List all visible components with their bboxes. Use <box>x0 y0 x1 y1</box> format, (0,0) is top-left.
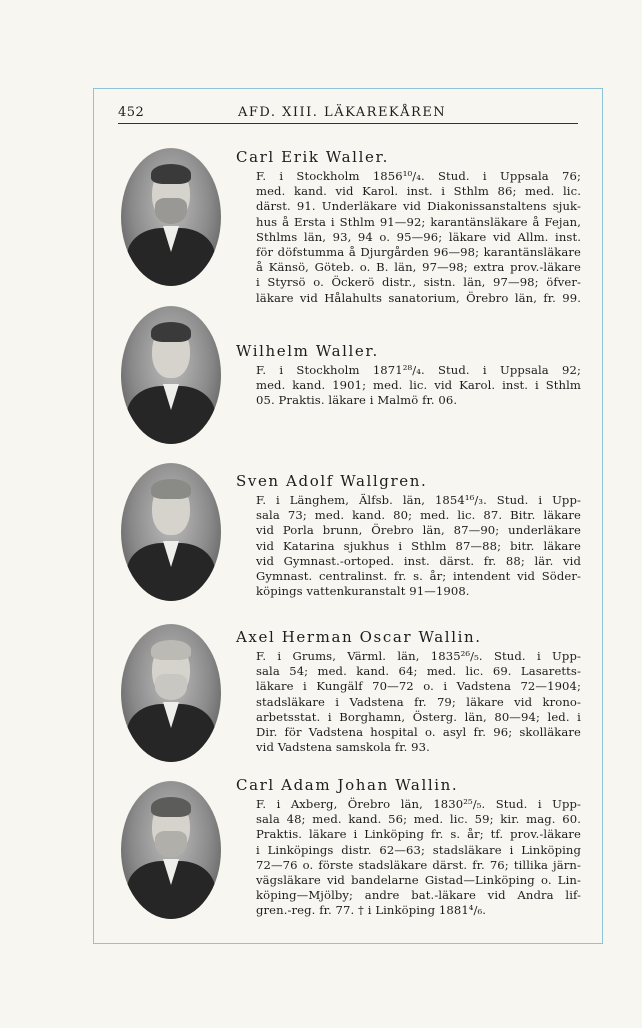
biography-line: läkare i Kungälf 70—72 o. i Vadstena 72—1904; <box>256 679 581 694</box>
biography-line: stadsläkare i Vadstena fr. 79; läkare vid krono- <box>256 694 581 709</box>
biography-line: sala 48; med. kand. 56; med. lic. 59; kir. mag. 60. <box>256 812 581 827</box>
biography-line: F. i Länghem, Älfsb. län, 1854¹⁶/₃. Stud. i Upp- <box>256 493 581 507</box>
biography-line: vid Katarina sjukhus i Sthlm 87—88; bitr. läkare <box>256 538 581 553</box>
biography-text <box>236 363 581 409</box>
biography-line: vägsläkare vid bandelarne Gistad—Linköping o. Lin- <box>256 873 581 888</box>
biography-line: därst. 91. Underläkare vid Diakonissanstaltens sjuk- <box>256 199 581 214</box>
portrait-photo <box>121 306 221 444</box>
person-name: Carl Adam Johan Wallin. <box>236 776 459 794</box>
person-name: Sven Adolf Wallgren. <box>236 472 428 490</box>
biography-line: F. i Axberg, Örebro län, 1830²⁵/₅. Stud. i Upp- <box>256 797 581 811</box>
biography-line: 72—76 o. förste stadsläkare därst. fr. 76; tillika järn- <box>256 857 581 872</box>
page-number: 452 <box>118 105 145 120</box>
biography-line: sala 73; med. kand. 80; med. lic. 87. Bitr. läkare <box>256 508 581 523</box>
biography-line: å Känsö, Göteb. o. B. län, 97—98; extra prov.-läkare <box>256 260 581 275</box>
biography-line: vid Porla brunn, Örebro län, 87—90; underläkare <box>256 523 581 538</box>
biography-line: gren.-reg. fr. 77. † i Linköping 1881⁴/₆. <box>256 903 487 918</box>
biography-line: hus å Ersta i Sthlm 91—92; karantänsläkare å Fejan, <box>256 214 581 229</box>
biography-line: sala 54; med. kand. 64; med. lic. 69. Lasaretts- <box>256 664 581 679</box>
biography-line: F. i Grums, Värml. län, 1835²⁶/₅. Stud. i Upp- <box>256 649 581 663</box>
biography-line: köping—Mjölby; andre bat.-läkare vid Andra lif- <box>256 888 581 903</box>
running-header <box>118 103 578 125</box>
header-rule <box>118 123 578 124</box>
person-name: Carl Erik Waller. <box>236 148 389 166</box>
biography-line: Sthlms län, 93, 94 o. 95—96; läkare vid Allm. inst. <box>256 229 581 244</box>
person-name: Axel Herman Oscar Wallin. <box>236 628 482 646</box>
portrait-photo <box>121 148 221 286</box>
biography-line: arbetsstat. i Borghamn, Österg. län, 80—94; led. i <box>256 709 581 724</box>
biography-line: med. kand. 1901; med. lic. vid Karol. inst. i Sthlm <box>256 378 581 393</box>
biography-line: F. i Stockholm 1871²⁸/₄. Stud. i Uppsala 92; <box>256 363 581 377</box>
portrait-photo <box>121 463 221 601</box>
biography-line: Praktis. läkare i Linköping fr. s. år; tf. prov.-läkare <box>256 827 581 842</box>
biography-text <box>236 649 581 755</box>
portrait-photo <box>121 624 221 762</box>
biography-text <box>236 797 581 919</box>
biography-line: F. i Stockholm 1856¹⁰/₄. Stud. i Uppsala 76; <box>256 169 581 183</box>
biography-text <box>236 169 581 306</box>
biography-line: läkare vid Hålahults sanatorium, Örebro län, fr. 99. <box>256 290 581 305</box>
biography-line: Gymnast. centralinst. fr. s. år; intendent vid Söder- <box>256 569 581 584</box>
biography-line: Dir. för Vadstena hospital o. asyl fr. 96; skolläkare <box>256 725 581 740</box>
biography-line: i Linköpings distr. 62—63; stadsläkare i Linköping <box>256 842 581 857</box>
portrait-photo <box>121 781 221 919</box>
biography-text <box>236 493 581 599</box>
biography-line: köpings vattenkuranstalt 91—1908. <box>256 584 470 599</box>
biography-line: 05. Praktis. läkare i Malmö fr. 06. <box>256 393 458 408</box>
biography-line: vid Gymnast.-ortoped. inst. därst. fr. 88; lär. vid <box>256 553 581 568</box>
biography-line: med. kand. vid Karol. inst. i Sthlm 86; med. lic. <box>256 184 581 199</box>
biography-line: vid Vadstena samskola fr. 93. <box>256 740 430 755</box>
biography-line: för döfstumma å Djurgården 96—98; karantänsläkare <box>256 245 581 260</box>
person-name: Wilhelm Waller. <box>236 342 379 360</box>
section-title: AFD. XIII. LÄKAREKÅREN <box>238 105 447 120</box>
biography-line: i Styrsö o. Öckerö distr., sistn. län, 97—98; öfver- <box>256 275 581 290</box>
